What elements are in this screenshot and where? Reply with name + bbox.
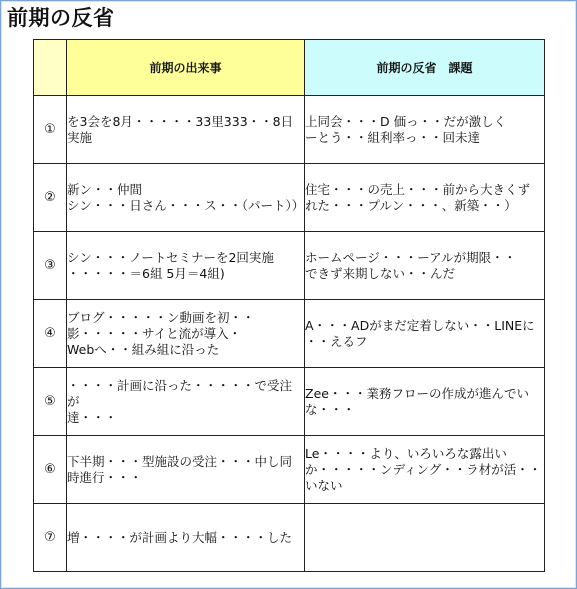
- header-row: [34, 40, 545, 96]
- issue-line: ホームページ・・・ーアルが期限・・: [305, 249, 517, 265]
- event-line: ・・・・計画に沿った・・・・・で受注が: [67, 377, 293, 409]
- row-number: ④: [34, 300, 67, 368]
- page-title: 前期の反省: [7, 6, 115, 30]
- row-number: ③: [34, 232, 67, 300]
- issue-line: いない: [305, 477, 343, 493]
- event-line: シン・・・ノートセミナーを2回実施: [67, 249, 274, 265]
- table-row: [34, 436, 545, 504]
- issue-line: れた・・・プルン・・・、新築・・）: [305, 197, 517, 213]
- event-cell: [67, 96, 305, 164]
- table-row: [34, 504, 545, 572]
- header-issues: 前期の反省 課題: [305, 40, 545, 96]
- issue-cell: [305, 164, 545, 232]
- review-table: [33, 39, 545, 572]
- event-line: を3会を8月・・・・・33里333・・8日: [67, 113, 294, 129]
- issue-line: Le・・・・より、いろいろな露出い: [305, 445, 507, 461]
- row-number: ⑥: [34, 436, 67, 504]
- review-table-body: [34, 96, 545, 572]
- issue-cell: [305, 504, 545, 572]
- issue-cell: [305, 232, 545, 300]
- event-cell: [67, 232, 305, 300]
- event-cell: [67, 504, 305, 572]
- event-cell: [67, 300, 305, 368]
- event-line: 増・・・・が計画より大幅・・・・した: [67, 529, 293, 545]
- table-row: [34, 368, 545, 436]
- event-line: Webへ・・組み組に沿った: [67, 341, 220, 357]
- issue-cell: [305, 436, 545, 504]
- header-events: 前期の出来事: [67, 40, 305, 96]
- row-number: ⑦: [34, 504, 67, 572]
- event-line: 達・・・: [67, 409, 118, 425]
- table-row: [34, 300, 545, 368]
- issue-cell: [305, 300, 545, 368]
- event-line: 下半期・・・型施設の受注・・・中し同: [67, 453, 293, 469]
- issue-line: ・・えるフ: [305, 333, 368, 349]
- event-line: 新ン・・仲間: [67, 181, 143, 197]
- table-row: [34, 164, 545, 232]
- event-cell: [67, 164, 305, 232]
- issue-line: 上同会・・・D 価っ・・だが激しく: [305, 113, 507, 129]
- event-line: 時進行・・・: [67, 469, 143, 485]
- issue-line: A・・・ADがまだ定着しない・・LINEに: [305, 317, 535, 333]
- event-cell: [67, 436, 305, 504]
- issue-line: な・・・: [305, 401, 356, 417]
- issue-cell: [305, 368, 545, 436]
- event-cell: [67, 368, 305, 436]
- event-line: シン・・・日さん・・・ス・・（パート））: [67, 197, 305, 213]
- row-number: ②: [34, 164, 67, 232]
- issue-cell: [305, 96, 545, 164]
- row-number: ⑤: [34, 368, 67, 436]
- event-line: 影・・・・・サイと流が導入・: [67, 325, 242, 341]
- issue-line: 住宅・・・の売上・・・前から大きくず: [305, 181, 531, 197]
- header-corner-cell: [34, 40, 67, 96]
- event-line: ・・・・・＝6組 5月＝4組): [67, 265, 225, 281]
- table-row: [34, 232, 545, 300]
- event-line: 実施: [67, 129, 93, 145]
- table-row: [34, 96, 545, 164]
- issue-line: Zee・・・業務フローの作成が進んでい: [305, 385, 529, 401]
- issue-line: ーとう・・組利率っ・・回未達: [305, 129, 481, 145]
- event-line: ブログ・・・・・ン動画を初・・: [67, 309, 255, 325]
- issue-line: か・・・・・ンディング・・ラ材が活・・: [305, 461, 542, 477]
- issue-line: できず来期しない・・んだ: [305, 265, 456, 281]
- row-number: ①: [34, 96, 67, 164]
